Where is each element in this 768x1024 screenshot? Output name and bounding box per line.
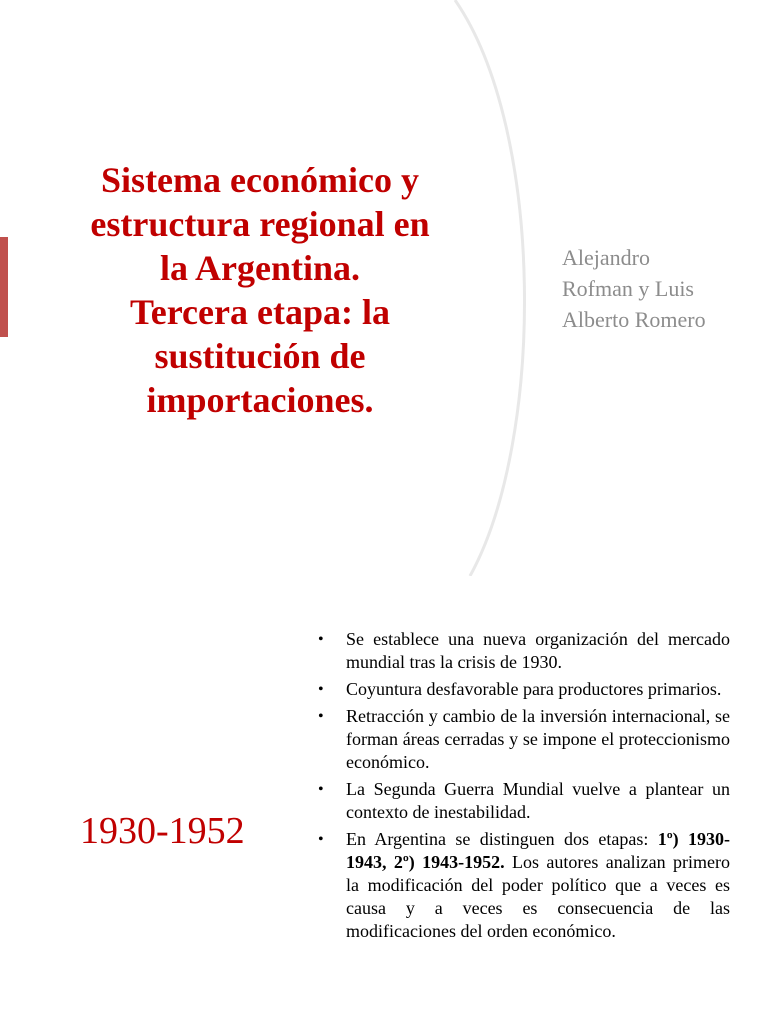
- slide-divider: [0, 576, 768, 588]
- title-line: sustitución de: [154, 336, 366, 376]
- accent-bar: [0, 237, 8, 337]
- list-item: [318, 705, 730, 774]
- bullet-text: Retracción y cambio de la inversión internacional, se forman áreas cerradas y se impone el proteccionismo económico.: [346, 706, 730, 772]
- slide-title: [50, 158, 470, 422]
- content-slide: [0, 588, 768, 1024]
- title-line: Sistema económico y: [101, 160, 419, 200]
- list-item: [318, 678, 730, 701]
- title-line: Tercera etapa: la: [130, 292, 390, 332]
- subtitle-line: Alberto Romero: [562, 307, 706, 332]
- list-item: [318, 778, 730, 824]
- list-item: [318, 628, 730, 674]
- bullet-text: Coyuntura desfavorable para productores primarios.: [346, 679, 722, 699]
- bullet-text-part: En Argentina se distinguen dos etapas:: [346, 829, 658, 849]
- subtitle-line: Alejandro: [562, 245, 650, 270]
- period-label: 1930-1952: [80, 810, 245, 852]
- title-line: la Argentina.: [159, 248, 360, 288]
- bullet-list: [318, 628, 730, 947]
- bullet-text: Se establece una nueva organización del mercado mundial tras la crisis de 1930.: [346, 629, 730, 672]
- bullet-bold-dates: 1º) 1930-1943, 2º) 1943-1952.: [346, 829, 730, 872]
- bullet-icon: •: [318, 708, 324, 725]
- bullet-text-part: Los autores analizan primero la modificación del poder político que a veces es causa y a veces es consecuencia de las modificaciones del orden económico.: [346, 852, 731, 941]
- bullet-text: La Segunda Guerra Mundial vuelve a plantear un contexto de inestabilidad.: [346, 779, 730, 822]
- authors-subtitle: [562, 242, 752, 335]
- subtitle-line: Rofman y Luis: [562, 276, 694, 301]
- bullet-icon: •: [318, 831, 324, 848]
- bullet-icon: •: [318, 681, 324, 698]
- bullet-icon: •: [318, 781, 324, 798]
- title-line: estructura regional en: [90, 204, 430, 244]
- bullet-icon: •: [318, 631, 324, 648]
- list-item: [318, 828, 730, 943]
- title-line: importaciones.: [146, 380, 374, 420]
- bullet-text: [346, 829, 730, 941]
